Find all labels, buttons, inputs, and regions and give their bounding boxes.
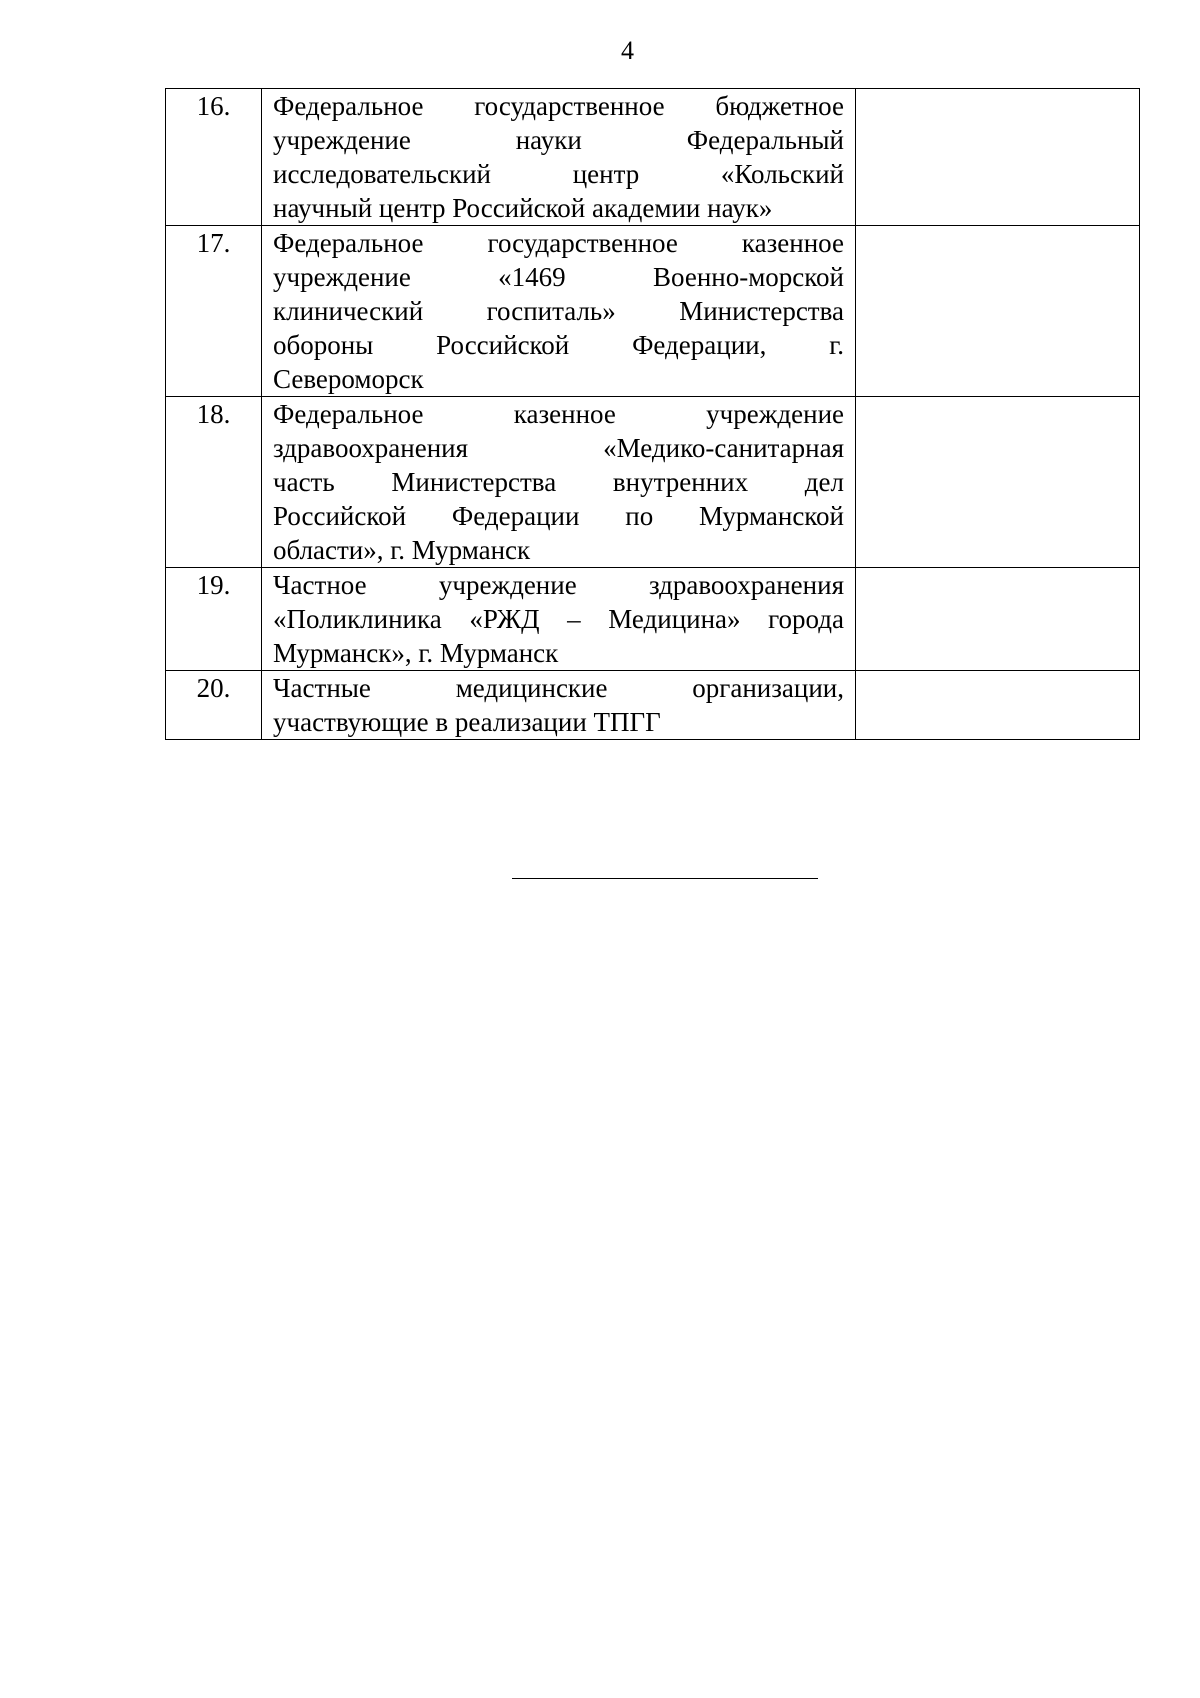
organization-name-line: Федеральное казенное учреждение: [273, 399, 844, 429]
empty-cell: [856, 397, 1140, 568]
organization-name-line: Российской Федерации по Мурманской: [273, 501, 844, 531]
organization-name-line: здравоохранения «Медико-санитарная: [273, 433, 844, 463]
organization-name-cell: [262, 226, 856, 397]
organization-name-line: обороны Российской Федерации, г.: [273, 330, 844, 360]
organization-name-cell: [262, 89, 856, 226]
empty-cell: [856, 671, 1140, 740]
organization-name-line: области», г. Мурманск: [273, 535, 531, 565]
empty-cell: [856, 226, 1140, 397]
organization-name-line: «Поликлиника «РЖД – Медицина» города: [273, 604, 844, 634]
table-body: [166, 89, 1140, 740]
row-number-cell: 16.: [166, 89, 262, 226]
organization-name-cell: [262, 671, 856, 740]
organization-name-line: клинический госпиталь» Министерства: [273, 296, 844, 326]
organization-name-line: Североморск: [273, 364, 424, 394]
row-number-cell: 17.: [166, 226, 262, 397]
organization-name-line: научный центр Российской академии наук»: [273, 193, 773, 223]
organization-name-line: Частные медицинские организации,: [273, 673, 844, 703]
table-row: [166, 226, 1140, 397]
organization-name-line: учреждение «1469 Военно-морской: [273, 262, 844, 292]
row-number-cell: 20.: [166, 671, 262, 740]
page-number: 4: [621, 36, 634, 65]
table-row: [166, 89, 1140, 226]
organization-name-cell: [262, 568, 856, 671]
row-number-cell: 18.: [166, 397, 262, 568]
organization-name-line: исследовательский центр «Кольский: [273, 159, 844, 189]
table-row: [166, 397, 1140, 568]
organization-name-line: Федеральное государственное казенное: [273, 228, 844, 258]
organization-name-line: участвующие в реализации ТПГГ: [273, 707, 661, 737]
organization-name-line: Мурманск», г. Мурманск: [273, 638, 559, 668]
organization-name-line: часть Министерства внутренних дел: [273, 467, 844, 497]
organization-name-cell: [262, 397, 856, 568]
empty-cell: [856, 89, 1140, 226]
empty-cell: [856, 568, 1140, 671]
organization-name-line: Частное учреждение здравоохранения: [273, 570, 844, 600]
table-row: [166, 568, 1140, 671]
organization-name-line: учреждение науки Федеральный: [273, 125, 844, 155]
organizations-table: [165, 88, 1140, 740]
end-divider-line: [512, 878, 818, 879]
row-number-cell: 19.: [166, 568, 262, 671]
table-row: [166, 671, 1140, 740]
organization-name-line: Федеральное государственное бюджетное: [273, 91, 844, 121]
